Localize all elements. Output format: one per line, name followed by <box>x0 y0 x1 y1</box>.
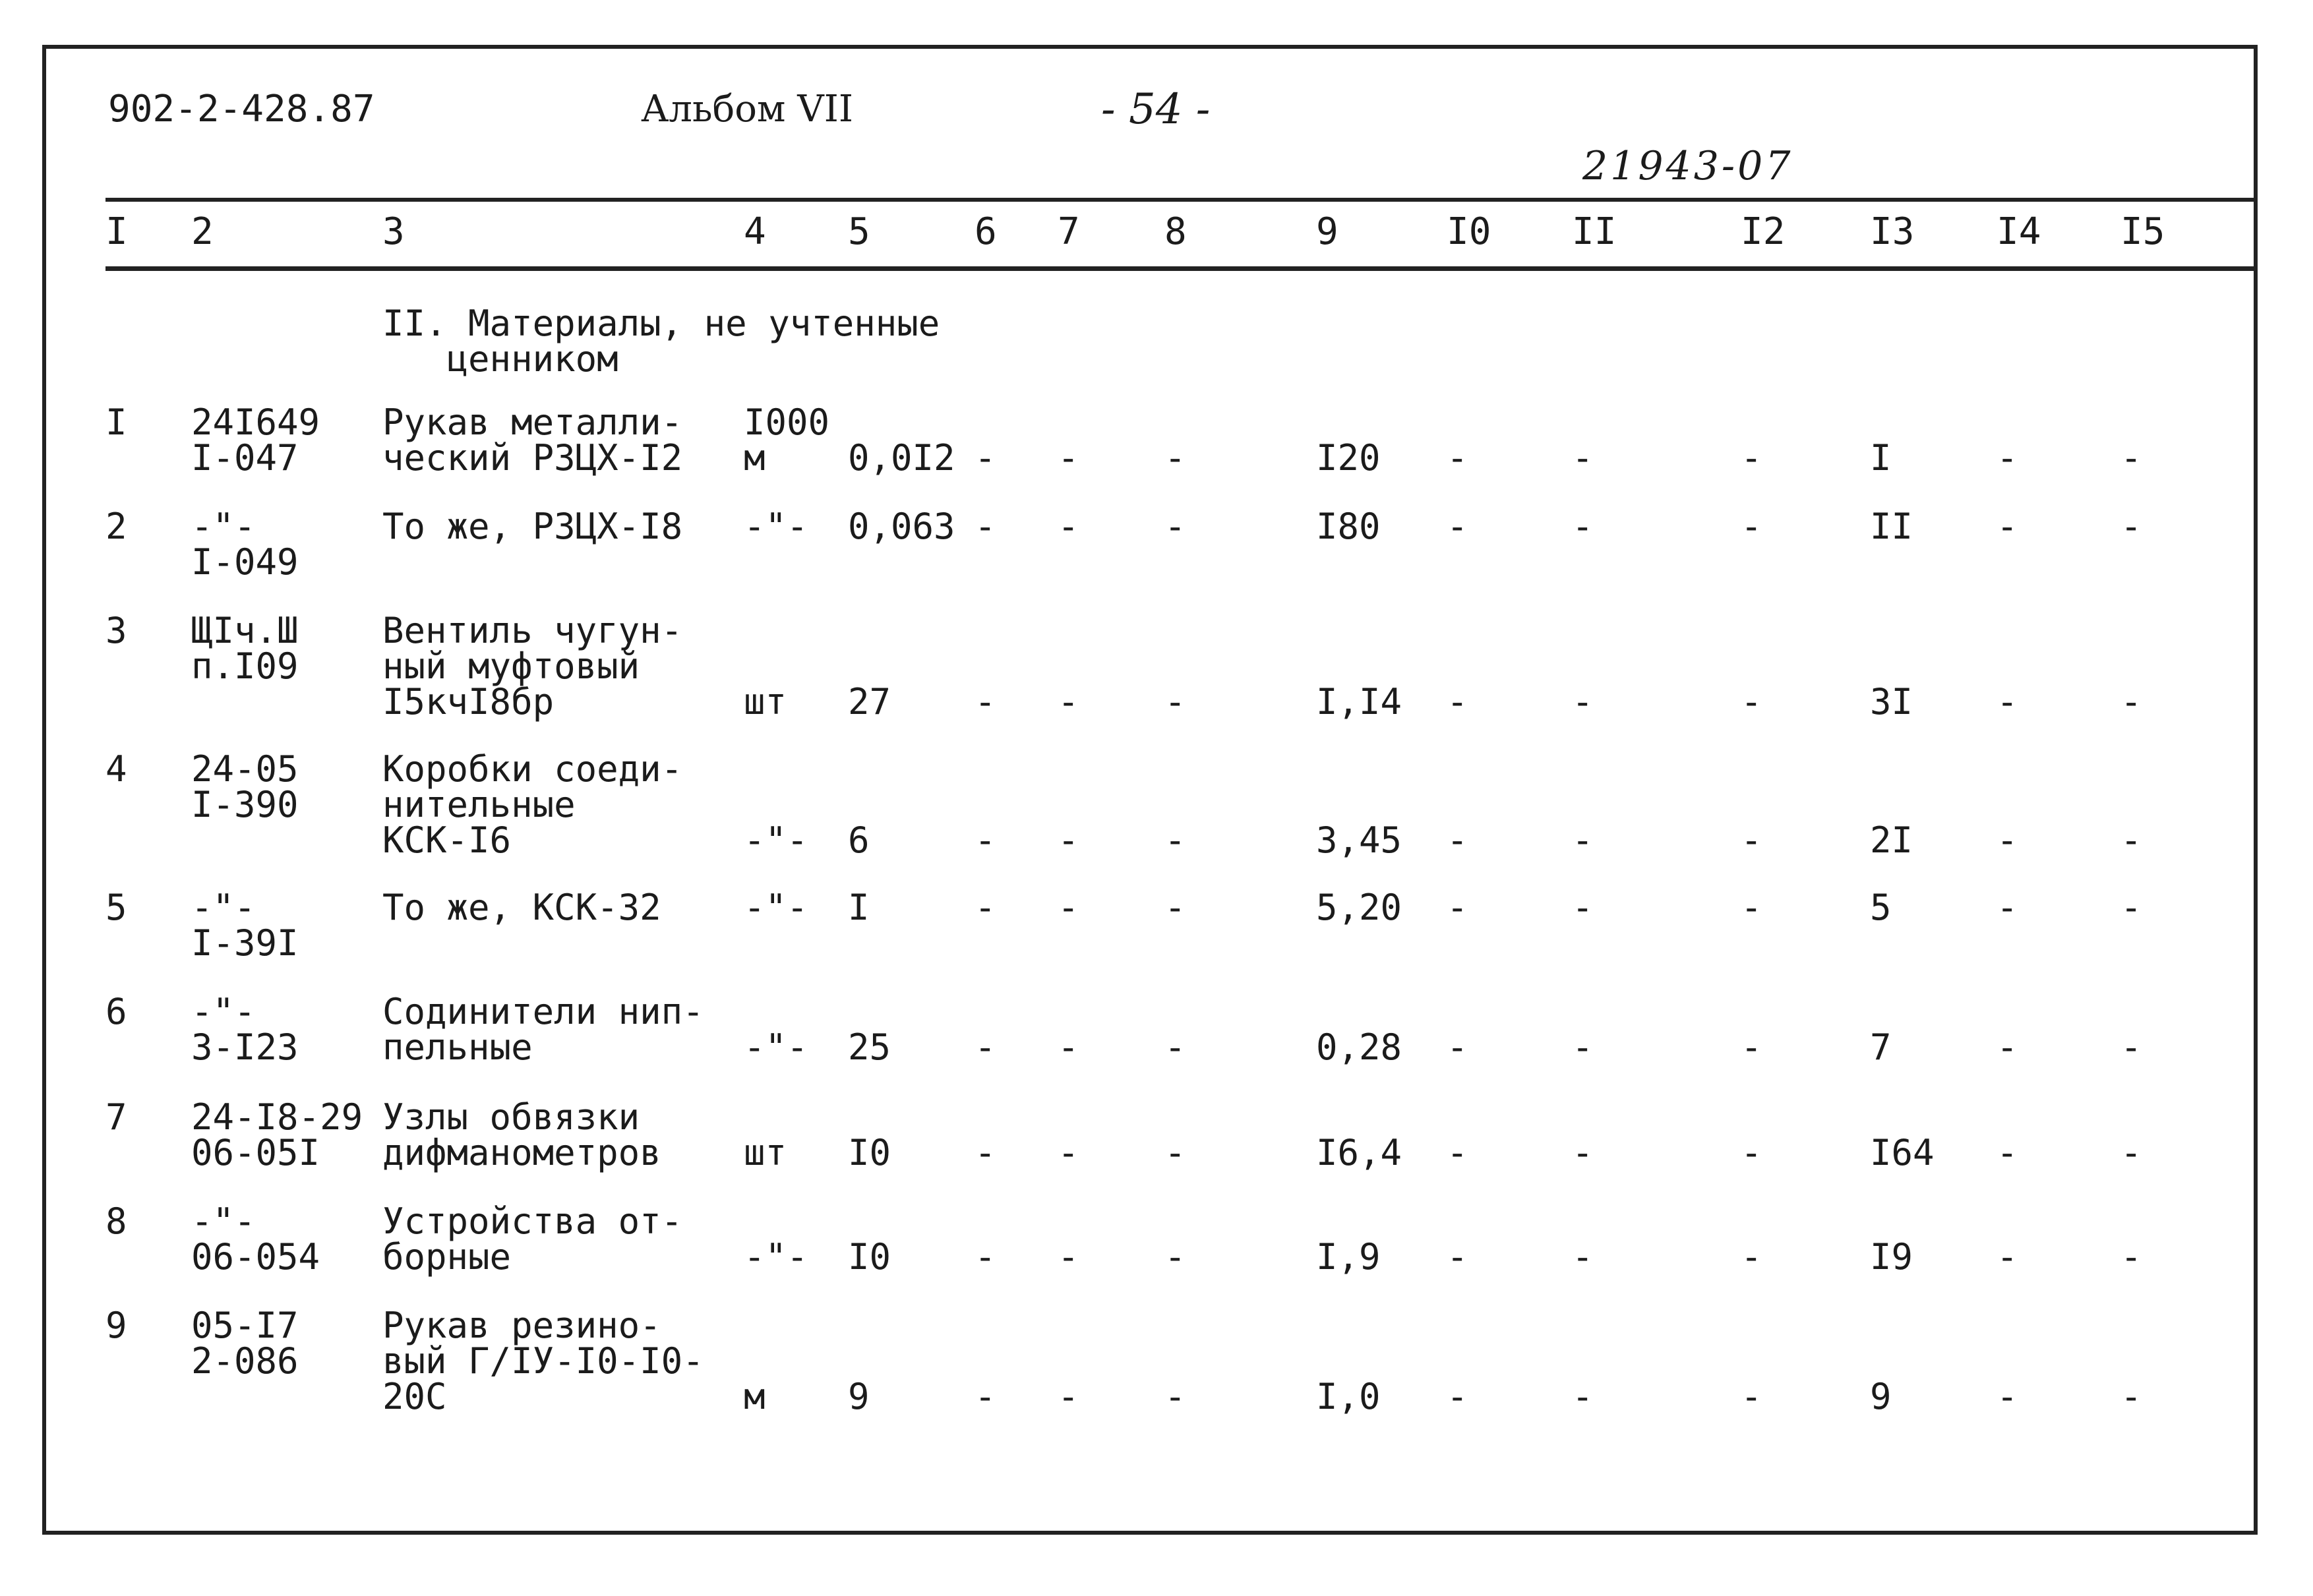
value-col-13: 5 <box>1870 887 1892 928</box>
value-col-7: - <box>1058 1236 1079 1278</box>
column-number-7: 7 <box>1058 210 1080 253</box>
value-col-15: - <box>2120 681 2142 723</box>
value-col-12: - <box>1741 681 1762 723</box>
material-name: Коробки соеди- нительные КСК-I6 <box>382 748 683 861</box>
value-col-12: - <box>1741 1026 1762 1068</box>
price-code: 24I649 I-047 <box>191 401 320 479</box>
value-col-10: - <box>1447 1132 1468 1173</box>
value-col-10: - <box>1447 1376 1468 1417</box>
value-col-9: 0,28 <box>1316 1026 1402 1068</box>
value-col-7: - <box>1058 506 1079 547</box>
unit: -"- <box>744 1026 808 1068</box>
section-title: II. Материалы, не учтенные ценником <box>382 303 940 380</box>
value-col-9: I6,4 <box>1316 1132 1402 1173</box>
row-number: 4 <box>105 748 127 790</box>
value-col-13: I64 <box>1870 1132 1935 1173</box>
row-number: 6 <box>105 991 127 1032</box>
material-name: То же, КСК-32 <box>382 887 661 928</box>
value-col-14: - <box>1997 1026 2018 1068</box>
value-col-11: - <box>1572 681 1594 723</box>
value-col-10: - <box>1447 819 1468 861</box>
row-number: 8 <box>105 1200 127 1242</box>
unit: -"- <box>744 887 808 928</box>
value-col-12: - <box>1741 1132 1762 1173</box>
unit: шт <box>744 681 787 723</box>
column-number-10: I0 <box>1447 210 1491 253</box>
value-col-8: - <box>1164 1026 1186 1068</box>
column-number-11: II <box>1572 210 1617 253</box>
value-col-11: - <box>1572 1132 1594 1173</box>
value-col-8: - <box>1164 887 1186 928</box>
value-col-14: - <box>1997 681 2018 723</box>
value-col-13: I <box>1870 437 1892 479</box>
value-col-5: 6 <box>848 819 870 861</box>
value-col-11: - <box>1572 819 1594 861</box>
value-col-9: I,9 <box>1316 1236 1381 1278</box>
value-col-12: - <box>1741 1376 1762 1417</box>
value-col-12: - <box>1741 506 1762 547</box>
header-bottom-rule <box>105 266 2254 271</box>
value-col-7: - <box>1058 819 1079 861</box>
value-col-15: - <box>2120 437 2142 479</box>
value-col-5: 27 <box>848 681 891 723</box>
unit: -"- <box>744 506 808 547</box>
value-col-10: - <box>1447 506 1468 547</box>
value-col-12: - <box>1741 819 1762 861</box>
column-number-14: I4 <box>1997 210 2041 253</box>
value-col-5: I0 <box>848 1132 891 1173</box>
column-number-8: 8 <box>1164 210 1187 253</box>
column-number-6: 6 <box>975 210 997 253</box>
material-name: Узлы обвязки дифманометров <box>382 1096 661 1173</box>
value-col-9: I80 <box>1316 506 1381 547</box>
value-col-14: - <box>1997 437 2018 479</box>
value-col-15: - <box>2120 506 2142 547</box>
row-number: 7 <box>105 1096 127 1138</box>
unit: м <box>744 1376 766 1417</box>
material-name: Содинители нип- пельные <box>382 991 704 1068</box>
value-col-15: - <box>2120 819 2142 861</box>
value-col-7: - <box>1058 437 1079 479</box>
value-col-14: - <box>1997 1376 2018 1417</box>
row-number: I <box>105 401 127 443</box>
value-col-14: - <box>1997 1132 2018 1173</box>
value-col-12: - <box>1741 887 1762 928</box>
value-col-12: - <box>1741 1236 1762 1278</box>
value-col-5: 25 <box>848 1026 891 1068</box>
price-code: ЩIч.Ш п.I09 <box>191 610 299 687</box>
value-col-13: II <box>1870 506 1913 547</box>
column-number-12: I2 <box>1741 210 1786 253</box>
value-col-11: - <box>1572 887 1594 928</box>
album-label: Альбом VII <box>641 88 853 131</box>
price-code: 24-05 I-390 <box>191 748 299 825</box>
value-col-5: 9 <box>848 1376 870 1417</box>
unit: шт <box>744 1132 787 1173</box>
value-col-11: - <box>1572 1026 1594 1068</box>
value-col-10: - <box>1447 681 1468 723</box>
value-col-8: - <box>1164 506 1186 547</box>
value-col-8: - <box>1164 681 1186 723</box>
value-col-15: - <box>2120 1236 2142 1278</box>
value-col-7: - <box>1058 1026 1079 1068</box>
column-number-5: 5 <box>848 210 870 253</box>
value-col-13: 7 <box>1870 1026 1892 1068</box>
material-name: То же, РЗЦХ-I8 <box>382 506 683 547</box>
value-col-6: - <box>975 1236 996 1278</box>
value-col-6: - <box>975 506 996 547</box>
doc-code: 902-2-428.87 <box>108 88 375 131</box>
value-col-11: - <box>1572 506 1594 547</box>
column-number-13: I3 <box>1870 210 1915 253</box>
value-col-11: - <box>1572 437 1594 479</box>
value-col-6: - <box>975 887 996 928</box>
value-col-5: 0,0I2 <box>848 437 955 479</box>
price-code: 05-I7 2-086 <box>191 1305 299 1382</box>
value-col-9: I,0 <box>1316 1376 1381 1417</box>
column-number-9: 9 <box>1316 210 1338 253</box>
value-col-6: - <box>975 1026 996 1068</box>
row-number: 5 <box>105 887 127 928</box>
row-number: 9 <box>105 1305 127 1346</box>
value-col-14: - <box>1997 506 2018 547</box>
row-number: 2 <box>105 506 127 547</box>
value-col-7: - <box>1058 1376 1079 1417</box>
price-code: -"- 3-I23 <box>191 991 299 1068</box>
value-col-14: - <box>1997 819 2018 861</box>
value-col-6: - <box>975 819 996 861</box>
value-col-9: I,I4 <box>1316 681 1402 723</box>
material-name: Вентиль чугун- ный муфтовый I5кчI8бр <box>382 610 683 723</box>
value-col-11: - <box>1572 1236 1594 1278</box>
column-number-15: I5 <box>2120 210 2165 253</box>
unit: -"- <box>744 1236 808 1278</box>
value-col-8: - <box>1164 437 1186 479</box>
unit: I000 м <box>744 401 830 479</box>
price-code: 24-I8-29 06-05I <box>191 1096 363 1173</box>
value-col-13: 3I <box>1870 681 1913 723</box>
value-col-5: I <box>848 887 870 928</box>
value-col-15: - <box>2120 1026 2142 1068</box>
value-col-12: - <box>1741 437 1762 479</box>
value-col-10: - <box>1447 887 1468 928</box>
value-col-6: - <box>975 437 996 479</box>
value-col-7: - <box>1058 681 1079 723</box>
value-col-15: - <box>2120 1376 2142 1417</box>
price-code: -"- 06-054 <box>191 1200 320 1278</box>
value-col-13: 9 <box>1870 1376 1892 1417</box>
value-col-14: - <box>1997 1236 2018 1278</box>
value-col-13: I9 <box>1870 1236 1913 1278</box>
value-col-8: - <box>1164 1132 1186 1173</box>
value-col-9: 5,20 <box>1316 887 1402 928</box>
column-number-1: I <box>105 210 128 253</box>
value-col-9: 3,45 <box>1316 819 1402 861</box>
value-col-9: I20 <box>1316 437 1381 479</box>
value-col-10: - <box>1447 437 1468 479</box>
price-code: -"- I-049 <box>191 506 299 583</box>
value-col-7: - <box>1058 1132 1079 1173</box>
material-name: Устройства от- борные <box>382 1200 683 1278</box>
value-col-7: - <box>1058 887 1079 928</box>
value-col-8: - <box>1164 1236 1186 1278</box>
value-col-15: - <box>2120 1132 2142 1173</box>
value-col-6: - <box>975 1132 996 1173</box>
value-col-5: I0 <box>848 1236 891 1278</box>
header-top-rule <box>105 198 2254 202</box>
value-col-10: - <box>1447 1026 1468 1068</box>
value-col-11: - <box>1572 1376 1594 1417</box>
value-col-8: - <box>1164 819 1186 861</box>
reference-number: 21943-07 <box>1582 143 1793 189</box>
material-name: Рукав резино- вый Г/IУ-I0-I0- 20С <box>382 1305 704 1417</box>
column-number-3: 3 <box>382 210 405 253</box>
column-number-2: 2 <box>191 210 214 253</box>
value-col-6: - <box>975 681 996 723</box>
value-col-14: - <box>1997 887 2018 928</box>
column-number-4: 4 <box>744 210 766 253</box>
material-name: Рукав металли- ческий РЗЦХ-I2 <box>382 401 683 479</box>
value-col-15: - <box>2120 887 2142 928</box>
unit: -"- <box>744 819 808 861</box>
value-col-5: 0,063 <box>848 506 955 547</box>
value-col-8: - <box>1164 1376 1186 1417</box>
page-number: - 54 - <box>1101 85 1211 134</box>
value-col-6: - <box>975 1376 996 1417</box>
value-col-13: 2I <box>1870 819 1913 861</box>
row-number: 3 <box>105 610 127 651</box>
price-code: -"- I-39I <box>191 887 299 964</box>
value-col-10: - <box>1447 1236 1468 1278</box>
